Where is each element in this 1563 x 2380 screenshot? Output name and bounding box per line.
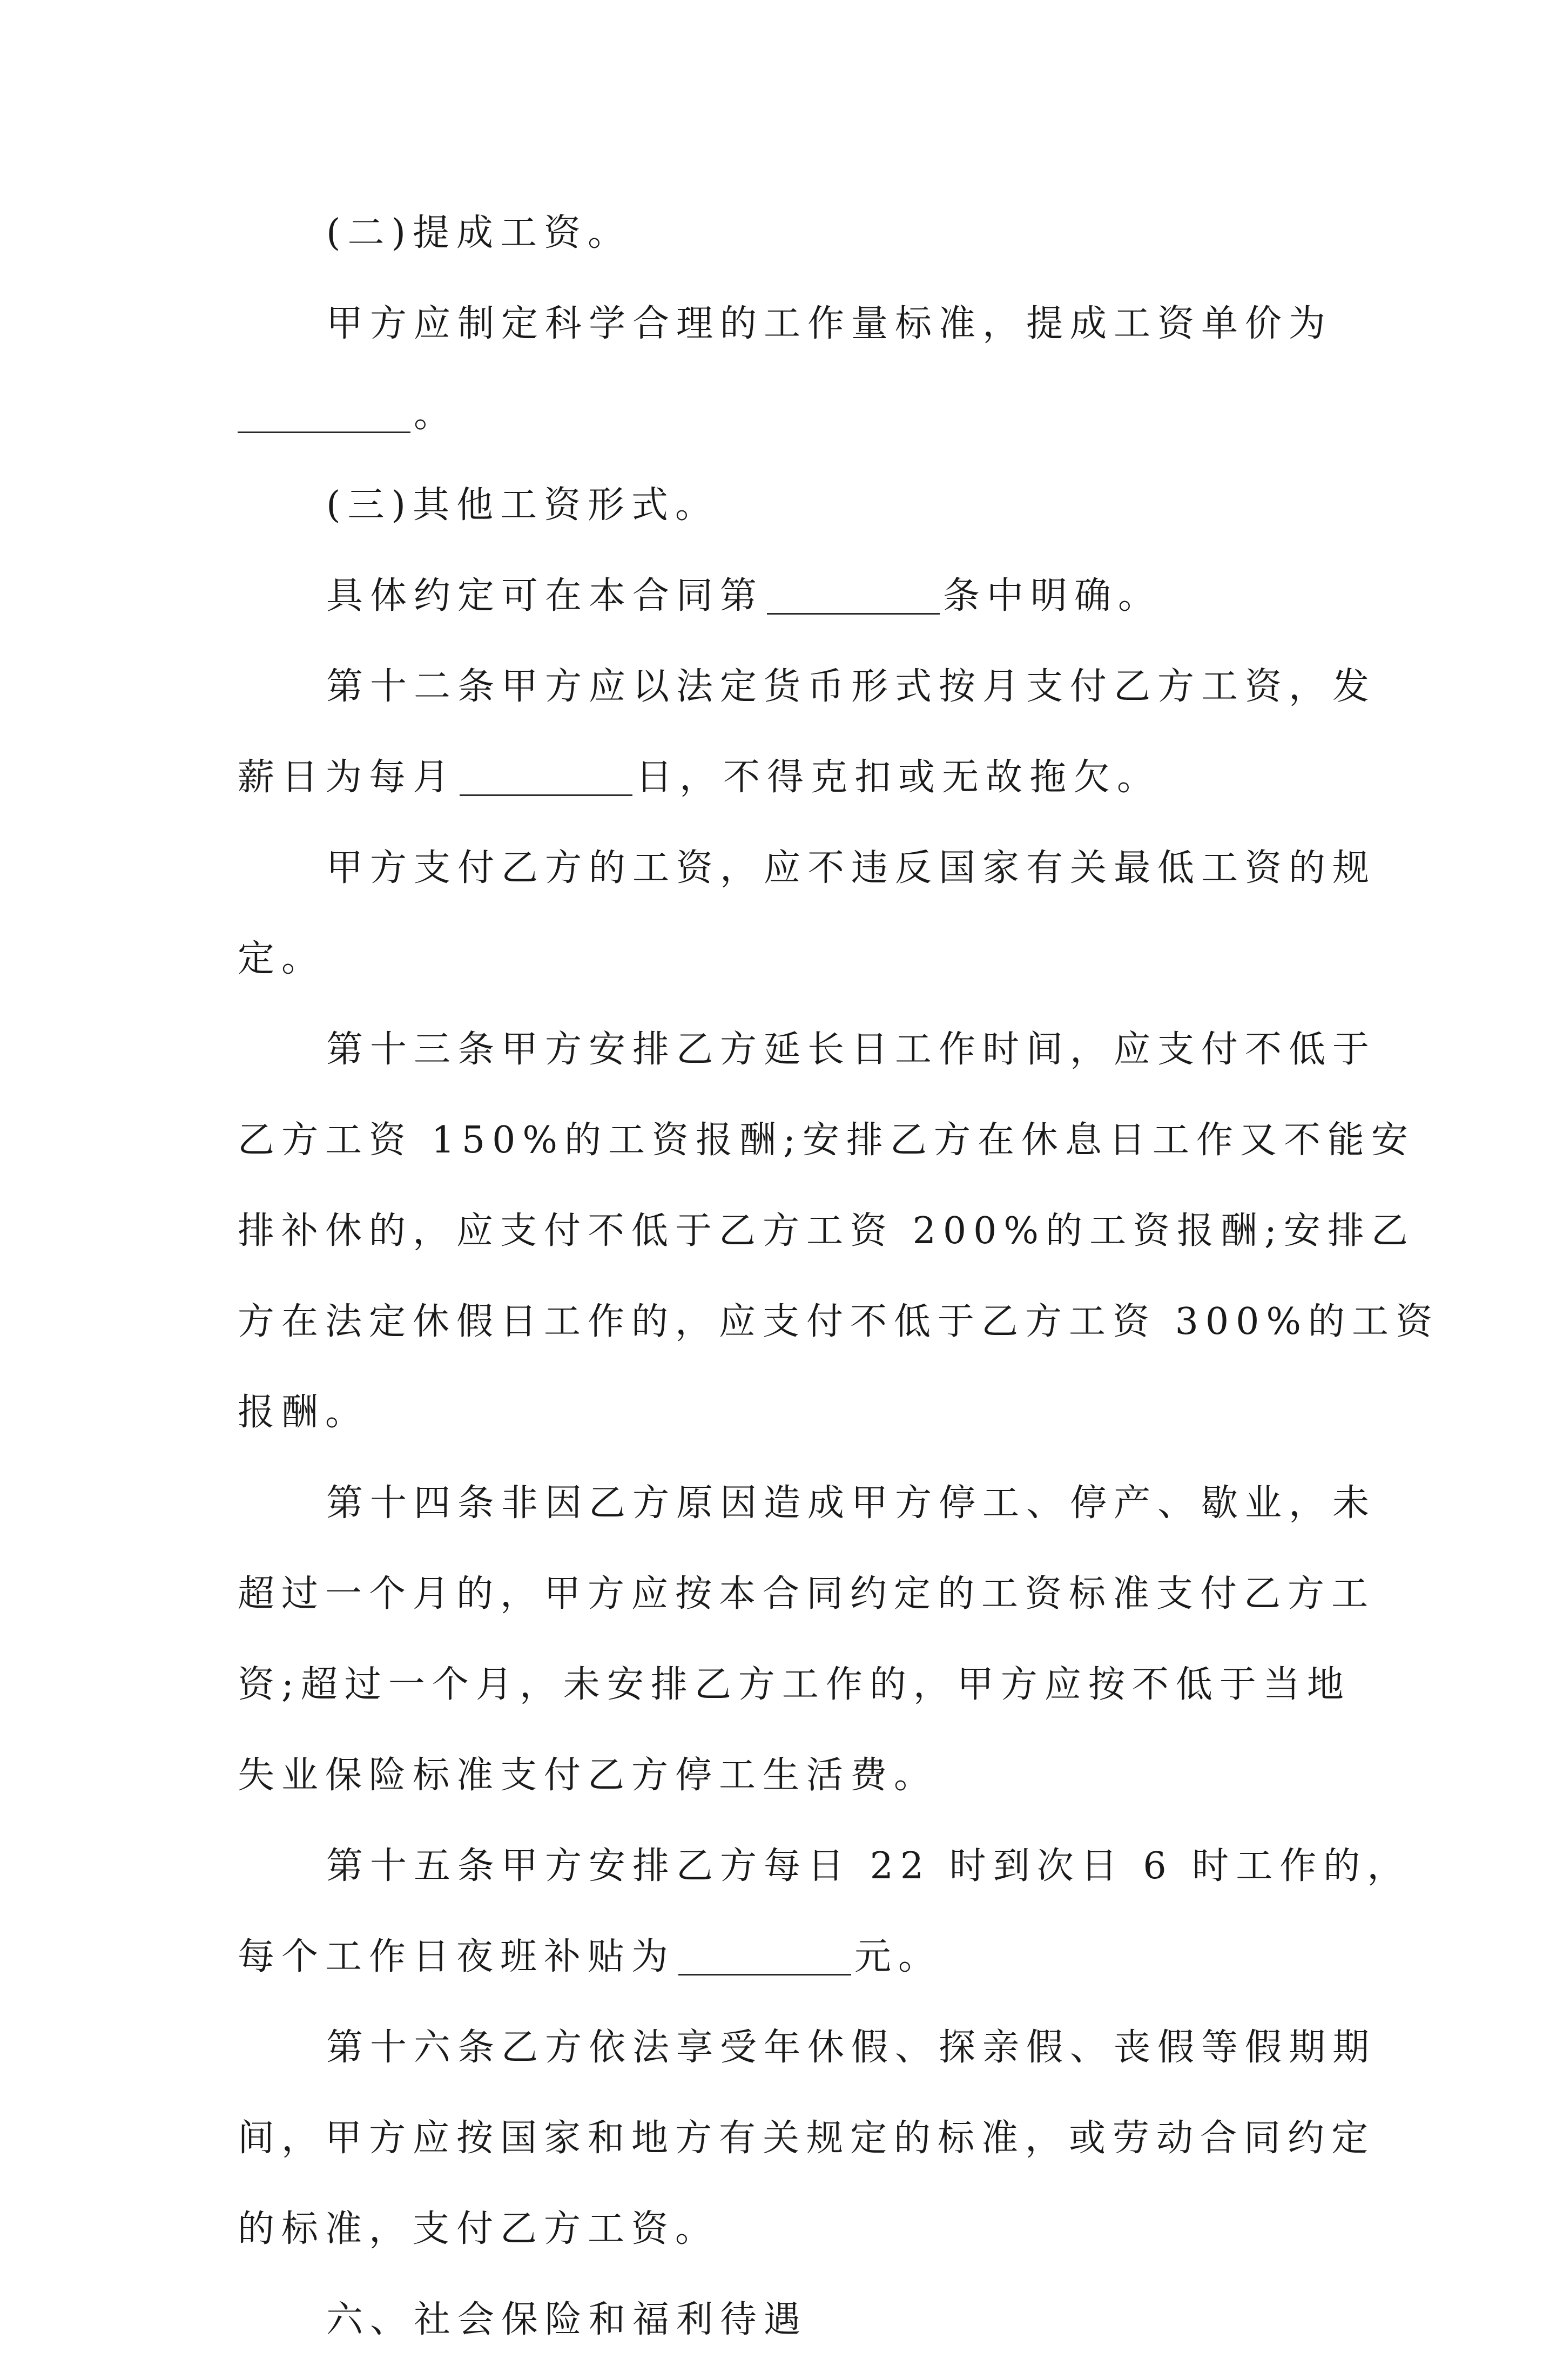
article-12-line: 薪日为每月 日，不得克扣或无故拖欠。	[238, 756, 1161, 799]
article-16-line: 的标准，支付乙方工资。	[238, 2208, 719, 2250]
article-16-line: 第十六条乙方依法享受年休假、探亲假、丧假等假期期	[326, 2026, 1377, 2069]
article-13-line: 第十三条甲方安排乙方延长日工作时间，应支付不低于	[326, 1028, 1377, 1071]
paragraph-line: 甲方应制定科学合理的工作量标准，提成工资单价为	[326, 302, 1333, 345]
section-heading-commission-wage: (二)提成工资。	[326, 212, 632, 254]
fill-in-blank[interactable]	[678, 1936, 851, 1976]
article-13-line: 报酬。	[238, 1391, 369, 1434]
article-14-line: 第十四条非因乙方原因造成甲方停工、停产、歇业，未	[326, 1482, 1377, 1525]
article-16-line: 间，甲方应按国家和地方有关规定的标准，或劳动合同约定	[238, 2117, 1376, 2160]
article-14-line: 失业保险标准支付乙方停工生活费。	[238, 1754, 938, 1797]
paragraph-line: 具体约定可在本合同第 条中明确。	[326, 575, 1162, 617]
paragraph-line: 定。	[238, 938, 326, 980]
fill-in-blank[interactable]	[767, 575, 940, 615]
article-13-line: 乙方工资 150%的工资报酬;安排乙方在休息日工作又不能安	[238, 1119, 1415, 1162]
paragraph-line: 甲方支付乙方的工资，应不违反国家有关最低工资的规	[326, 847, 1377, 889]
article-13-line: 排补休的，应支付不低于乙方工资 200%的工资报酬;安排乙	[238, 1210, 1415, 1252]
fill-in-blank[interactable]	[460, 757, 632, 796]
section-heading-other-wage: (三)其他工资形式。	[326, 484, 719, 527]
fill-in-blank[interactable]	[238, 394, 410, 433]
article-15-line: 第十五条甲方安排乙方每日 22 时到次日 6 时工作的，	[326, 1845, 1411, 1887]
article-15-line: 每个工作日夜班补贴为 元。	[238, 1936, 942, 1978]
article-14-line: 超过一个月的，甲方应按本合同约定的工资标准支付乙方工	[238, 1573, 1376, 1615]
section-heading-social-insurance: 六、社会保险和福利待遇	[326, 2298, 808, 2341]
document-body	[238, 203, 1440, 2380]
article-12-line: 第十二条甲方应以法定货币形式按月支付乙方工资，发	[326, 665, 1377, 708]
paragraph-line: 。	[238, 384, 1339, 475]
article-13-line: 方在法定休假日工作的，应支付不低于乙方工资 300%的工资	[238, 1300, 1440, 1343]
article-14-line: 资;超过一个月，未安排乙方工作的，甲方应按不低于当地	[238, 1663, 1351, 1706]
